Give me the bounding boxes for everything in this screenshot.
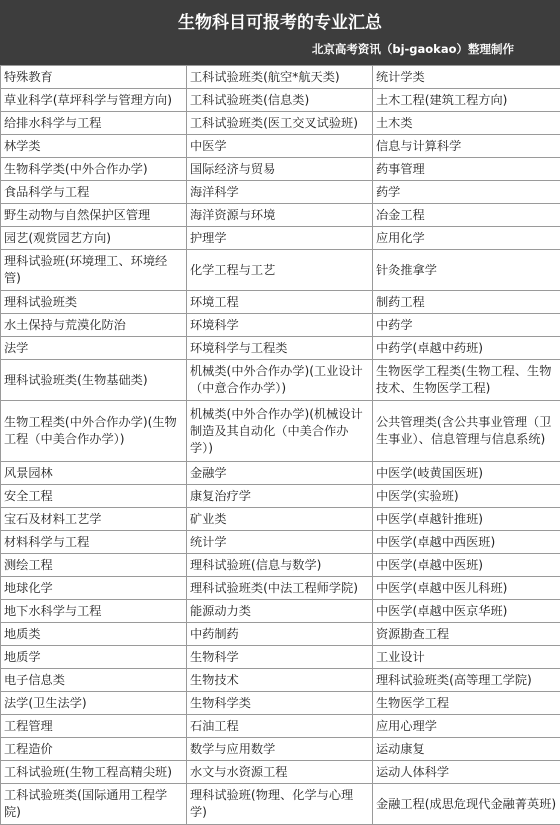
- table-cell: 石油工程: [187, 715, 373, 738]
- table-cell: 材料科学与工程: [1, 531, 187, 554]
- table-cell: 统计学: [187, 531, 373, 554]
- table-cell: 工程管理: [1, 715, 187, 738]
- table-cell: 宝石及材料工艺学: [1, 508, 187, 531]
- table-cell: 机械类(中外合作办学)(工业设计（中意合作办学）): [187, 360, 373, 401]
- table-row: [1, 112, 560, 135]
- table-cell: 工科试验班类(医工交叉试验班): [187, 112, 373, 135]
- table-cell: 制药工程: [373, 291, 560, 314]
- table-cell: 中医学(卓越中西医班): [373, 531, 560, 554]
- table-cell: 风景园林: [1, 462, 187, 485]
- table-cell: 法学: [1, 337, 187, 360]
- table-row: [1, 337, 560, 360]
- table-cell: 中医学(卓越中医京华班): [373, 600, 560, 623]
- table-cell: 生物科学类(中外合作办学): [1, 158, 187, 181]
- table-cell: 海洋科学: [187, 181, 373, 204]
- table-cell: 中医学(卓越针推班): [373, 508, 560, 531]
- table-cell: 中医学(卓越中医班): [373, 554, 560, 577]
- table-cell: 理科试验班类(高等理工学院): [373, 669, 560, 692]
- table-cell: 生物工程类(中外合作办学)(生物工程（中美合作办学）): [1, 401, 187, 462]
- table-cell: 测绘工程: [1, 554, 187, 577]
- table-cell: 园艺(观赏园艺方向): [1, 227, 187, 250]
- table-cell: 安全工程: [1, 485, 187, 508]
- table-cell: 康复治疗学: [187, 485, 373, 508]
- table-cell: 能源动力类: [187, 600, 373, 623]
- table-cell: 给排水科学与工程: [1, 112, 187, 135]
- table-cell: 中药制药: [187, 623, 373, 646]
- table-cell: 生物科学: [187, 646, 373, 669]
- table-cell: 工程造价: [1, 738, 187, 761]
- table-row: [1, 227, 560, 250]
- table-cell: 土木类: [373, 112, 560, 135]
- table-cell: 环境科学: [187, 314, 373, 337]
- table-cell: 土木工程(建筑工程方向): [373, 89, 560, 112]
- table-row: [1, 646, 560, 669]
- table-cell: 理科试验班(环境理工、环境经管): [1, 250, 187, 291]
- table-cell: 运动人体科学: [373, 761, 560, 784]
- table-cell: 地下水科学与工程: [1, 600, 187, 623]
- table-cell: 理科试验班(物理、化学与心理学): [187, 784, 373, 825]
- table-cell: 生物科学类: [187, 692, 373, 715]
- table-cell: 林学类: [1, 135, 187, 158]
- table-cell: 工科试验班(生物工程高精尖班): [1, 761, 187, 784]
- table-cell: 资源勘查工程: [373, 623, 560, 646]
- table-row: [1, 554, 560, 577]
- table-cell: 中医学(实验班): [373, 485, 560, 508]
- table-cell: 法学(卫生法学): [1, 692, 187, 715]
- table-row: [1, 204, 560, 227]
- table-cell: 统计学类: [373, 66, 560, 89]
- table-cell: 理科试验班(信息与数学): [187, 554, 373, 577]
- table-cell: 特殊教育: [1, 66, 187, 89]
- table-cell: 中医学(岐黄国医班): [373, 462, 560, 485]
- table-row: [1, 738, 560, 761]
- table-cell: 环境科学与工程类: [187, 337, 373, 360]
- table-row: [1, 401, 560, 462]
- table-cell: 水土保持与荒漠化防治: [1, 314, 187, 337]
- table-row: [1, 89, 560, 112]
- table-row: [1, 158, 560, 181]
- table-row: [1, 784, 560, 825]
- table-cell: 护理学: [187, 227, 373, 250]
- table-cell: 国际经济与贸易: [187, 158, 373, 181]
- table-row: [1, 600, 560, 623]
- table-cell: 公共管理类(含公共事业管理（卫生事业）、信息管理与信息系统): [373, 401, 560, 462]
- page-subtitle: 北京高考资讯（bj-gaokao）整理制作: [312, 41, 514, 57]
- table-cell: 理科试验班类(生物基础类): [1, 360, 187, 401]
- table-row: [1, 623, 560, 646]
- table-row: [1, 360, 560, 401]
- table-cell: 冶金工程: [373, 204, 560, 227]
- table-row: [1, 531, 560, 554]
- table-cell: 数学与应用数学: [187, 738, 373, 761]
- table-row: [1, 291, 560, 314]
- table-cell: 地质类: [1, 623, 187, 646]
- table-row: [1, 715, 560, 738]
- table-row: [1, 314, 560, 337]
- header: [0, 0, 560, 65]
- table-cell: 机械类(中外合作办学)(机械设计制造及其自动化（中美合作办学）): [187, 401, 373, 462]
- table-cell: 生物技术: [187, 669, 373, 692]
- table-cell: 中医学: [187, 135, 373, 158]
- table-cell: 水文与水资源工程: [187, 761, 373, 784]
- table-cell: 信息与计算科学: [373, 135, 560, 158]
- table-cell: 生物医学工程: [373, 692, 560, 715]
- table-cell: 药事管理: [373, 158, 560, 181]
- table-cell: 工科试验班类(航空*航天类): [187, 66, 373, 89]
- table-row: [1, 462, 560, 485]
- table-cell: 理科试验班类(中法工程师学院): [187, 577, 373, 600]
- table-cell: 地球化学: [1, 577, 187, 600]
- table-cell: 中医学(卓越中医儿科班): [373, 577, 560, 600]
- table-cell: 工业设计: [373, 646, 560, 669]
- table-row: [1, 135, 560, 158]
- table-cell: 应用心理学: [373, 715, 560, 738]
- table-row: [1, 181, 560, 204]
- table-cell: 应用化学: [373, 227, 560, 250]
- table-cell: 中药学: [373, 314, 560, 337]
- table-row: [1, 577, 560, 600]
- table-cell: 环境工程: [187, 291, 373, 314]
- page-title: 生物科目可报考的专业汇总: [0, 8, 560, 33]
- table-row: [1, 692, 560, 715]
- table-cell: 针灸推拿学: [373, 250, 560, 291]
- table-cell: 生物医学工程类(生物工程、生物技术、生物医学工程): [373, 360, 560, 401]
- table-cell: 理科试验班类: [1, 291, 187, 314]
- table-cell: 野生动物与自然保护区管理: [1, 204, 187, 227]
- table-cell: 中药学(卓越中药班): [373, 337, 560, 360]
- table-cell: 海洋资源与环境: [187, 204, 373, 227]
- table-cell: 工科试验班类(国际通用工程学院): [1, 784, 187, 825]
- table-cell: 矿业类: [187, 508, 373, 531]
- table-cell: 草业科学(草坪科学与管理方向): [1, 89, 187, 112]
- table-cell: 食品科学与工程: [1, 181, 187, 204]
- table-cell: 金融工程(成思危现代金融菁英班): [373, 784, 560, 825]
- majors-table-body: [1, 66, 560, 825]
- table-cell: 金融学: [187, 462, 373, 485]
- table-row: [1, 669, 560, 692]
- table-cell: 工科试验班类(信息类): [187, 89, 373, 112]
- table-row: [1, 250, 560, 291]
- table-cell: 运动康复: [373, 738, 560, 761]
- table-cell: 地质学: [1, 646, 187, 669]
- table-cell: 电子信息类: [1, 669, 187, 692]
- table-cell: 化学工程与工艺: [187, 250, 373, 291]
- table-row: [1, 66, 560, 89]
- majors-table: [0, 65, 560, 825]
- table-row: [1, 508, 560, 531]
- table-cell: 药学: [373, 181, 560, 204]
- table-row: [1, 761, 560, 784]
- table-row: [1, 485, 560, 508]
